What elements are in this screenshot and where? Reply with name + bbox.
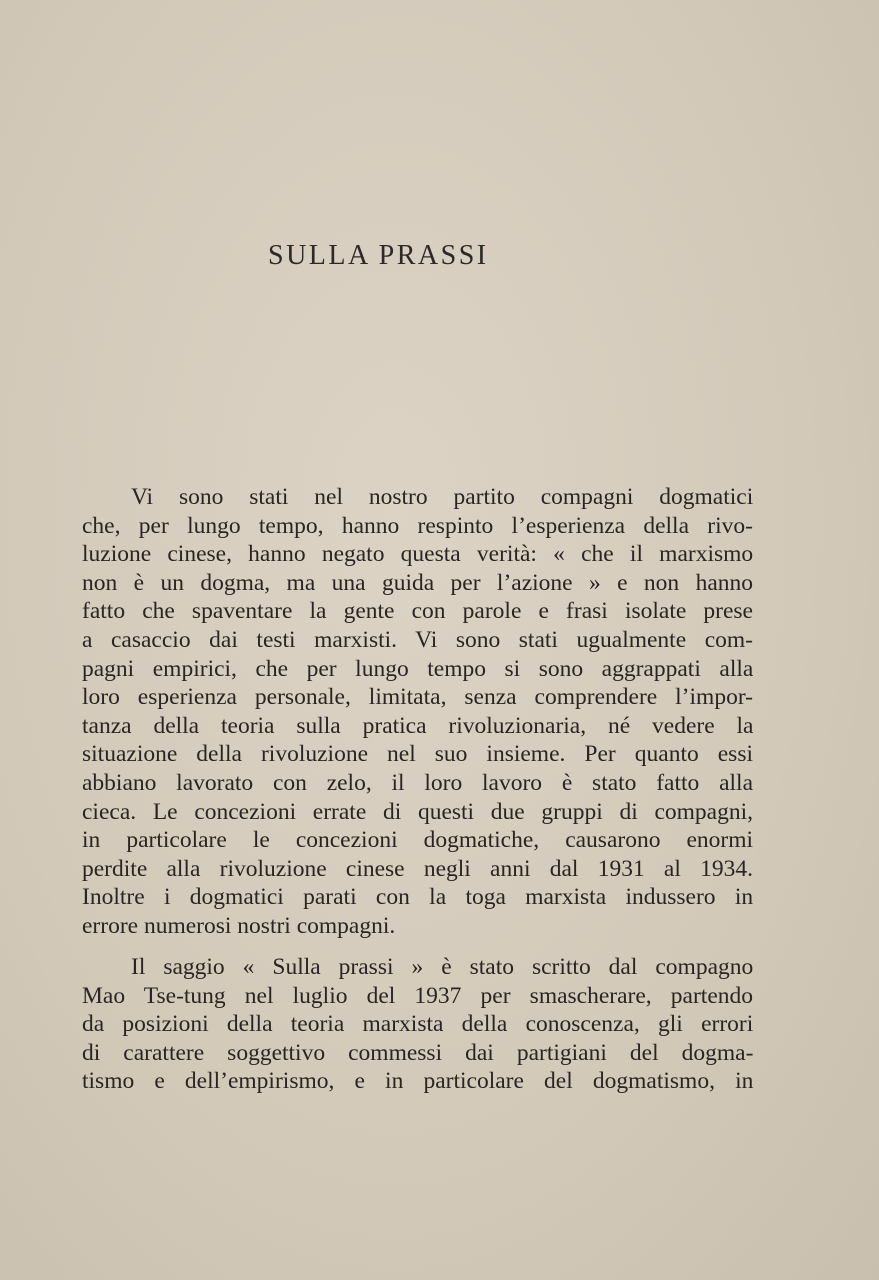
text-line: Vi sono stati nel nostro partito compagni dogmatici: [131, 484, 754, 510]
text-line: di carattere soggettivo commessi dai partigiani del dogma-: [82, 1039, 754, 1066]
chapter-title: SULLA PRASSI: [268, 240, 489, 271]
text-line: pagni empirici, che per lungo tempo si sono aggrappati alla: [82, 655, 754, 682]
text-line: perdite alla rivoluzione cinese negli anni dal 1931 al 1934.: [82, 855, 753, 882]
text-line: cieca. Le concezioni errate di questi due gruppi di compagni,: [82, 798, 753, 825]
text-line: Inoltre i dogmatici parati con la toga marxista indussero in: [82, 884, 754, 911]
text-line: a casaccio dai testi marxisti. Vi sono stati ugualmente com-: [82, 627, 753, 653]
text-line: luzione cinese, hanno negato questa verità: « che il marxismo: [82, 541, 754, 568]
text-line: tismo e dell’empirismo, e in particolare del dogmatismo, in: [82, 1068, 754, 1095]
text-line: loro esperienza personale, limitata, senza comprendere l’impor-: [82, 684, 753, 711]
text-line: non è un dogma, ma una guida per l’azione » e non hanno: [82, 569, 753, 596]
text-line: Mao Tse-tung nel luglio del 1937 per smascherare, partendo: [82, 982, 754, 1009]
text-line: in particolare le concezioni dogmatiche, causarono enormi: [82, 827, 754, 854]
text-line: situazione della rivoluzione nel suo insieme. Per quanto essi: [82, 741, 753, 768]
text-line: Il saggio « Sulla prassi » è stato scritto dal compagno: [131, 954, 754, 980]
text-line: tanza della teoria sulla pratica rivoluzionaria, né vedere la: [82, 712, 754, 739]
text-line: fatto che spaventare la gente con parole e frasi isolate prese: [82, 598, 753, 625]
text-line: da posizioni della teoria marxista della conoscenza, gli errori: [82, 1011, 754, 1038]
text-line: abbiano lavorato con zelo, il loro lavoro è stato fatto alla: [82, 770, 753, 796]
text-line: che, per lungo tempo, hanno respinto l’esperienza della rivo-: [82, 512, 753, 539]
text-line: errore numerosi nostri compagni.: [82, 913, 396, 939]
